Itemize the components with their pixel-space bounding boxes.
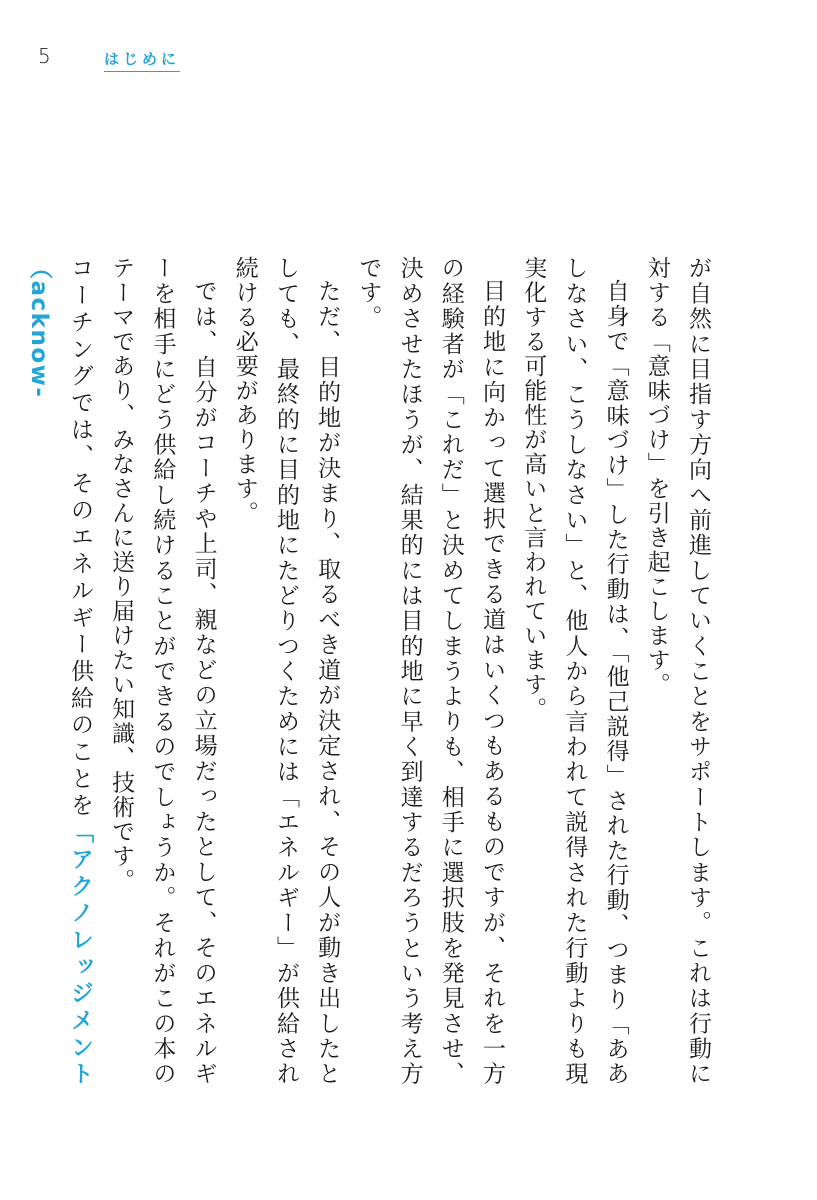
paragraph-text: が自然に目指す方向へ前進していくことをサポートします。これは行動に対する「意味づけ」を引き起こします。 <box>643 256 711 1086</box>
page-number: 5 <box>38 44 51 68</box>
paragraph-text: コーチングでは、そのエネルギー供給のことを <box>66 256 93 820</box>
paragraph <box>347 256 512 1086</box>
paragraph <box>636 256 718 1086</box>
paragraph <box>512 256 636 1086</box>
body-text <box>25 256 718 1087</box>
highlight-term: 「アクノレッジメント（acknow- <box>25 256 93 1087</box>
section-title: はじめに <box>104 48 180 72</box>
paragraph <box>224 256 348 1086</box>
paragraph-text: 自身で「意味づけ」した行動は、「他己説得」された行動、つまり「ああしなさい、こうしなさい」と、他人から言われて説得された行動よりも現実化する可能性が高いと言われています。 <box>520 256 629 1086</box>
paragraph <box>100 256 224 1086</box>
paragraph <box>18 256 100 1086</box>
paragraph-text: では、自分がコーチや上司、親などの立場だったとして、そのエネルギーを相手にどう供給し続けることができるのでしょうか。それがこの本のテーマであり、みなさんに送り届けたい知識、技術です。 <box>108 256 217 1086</box>
paragraph-text: 目的地に向かって選択できる道はいくつもあるものですが、それを一方の経験者が「これだ」と決めてしまうよりも、相手に選択肢を発見させ、決めさせたほうが、結果的には目的地に早く到達するだろうという考え方です。 <box>355 256 505 1086</box>
paragraph-text: ただ、目的地が決まり、取るべき道が決定され、その人が動き出したとしても、最終的に目的地にたどりつくためには「エネルギー」が供給され続ける必要があります。 <box>231 256 341 1087</box>
